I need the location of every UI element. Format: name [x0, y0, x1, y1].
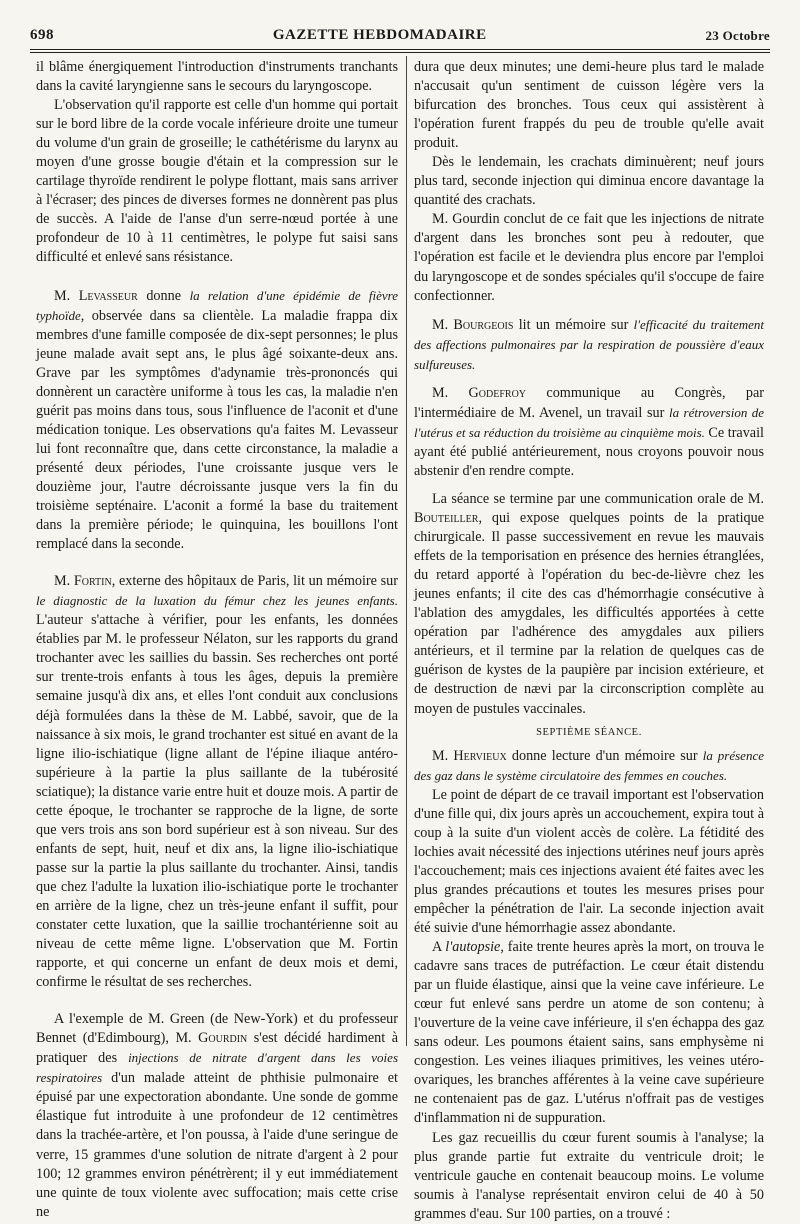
text-span: lit un mémoire sur: [513, 316, 634, 333]
paper-title: la relation d'une épidémie de fièvre typhoïde: [36, 287, 398, 323]
paragraph-bourgeois: [414, 315, 764, 375]
paper-title: la présence des gaz dans le système circulatoire des femmes en couches.: [414, 747, 764, 783]
column-divider: [406, 56, 407, 1046]
paper-title: l'efficacité du traitement des affections pulmonaires par la respiration de poussière d'eaux sulfureuses.: [414, 316, 765, 372]
right-column: [414, 58, 764, 1224]
text-span: s'est décidé hardiment à pratiquer des: [36, 1030, 398, 1067]
paper-title: le diagnostic de la luxation du fémur chez les jeunes enfants.: [36, 593, 398, 609]
text-span: donne: [137, 287, 190, 304]
text-span: , qui expose quelques points de la pratique chirurgicale. Il passe successivement en revue les mauvais effets de la temporisation en présence des hernies étranglées, du retard apporté à l'opération du bec-de-lièvre chez les jeunes enfants; il cite des cas d'hémorrhagie consécutive à l'ablation des amygdales, les difficultés apportées à cette opération par l'adhérence des amygdales aux piliers antérieurs, et il termine par la relation de quelques cas de guérison de kystes de la paupière par incision extérieure, et de destruction de nævi par la circonscription complète au moyen de pustules vaccinales.: [414, 510, 764, 717]
paragraph-bouteiller: [414, 490, 764, 719]
section-heading: SEPTIÈME SÉANCE.: [536, 726, 642, 738]
paragraph-fortin: [36, 572, 398, 992]
paragraph: L'observation qu'il rapporte est celle d'un homme qui portait sur le bord libre de la corde vocale inférieure droite une tumeur du volume d'un grain de groseille; le cathétérisme du larynx au moyen d'une grosse bougie d'étain et la compression sur le cartilage thyroïde rendirent le polype flottant, mais sans arriver à l'écraser; des pinces de diverses formes ne donnèrent pas plus de succès. A l'aide de l'anse d'un serre-nœud portée à une profondeur de 10 à 11 centimètres, le polype fut saisi sans difficulté et enlevé sans résistance.: [36, 97, 398, 266]
paragraph: dura que deux minutes; une demi-heure plus tard le malade n'accusait qu'un sentiment de cuisson légère vers la bifurcation des bronches. Tous ceux qui assistèrent à l'opération furent frappés du peu de trouble qu'elle avait produit.: [414, 59, 764, 152]
page-header: [30, 22, 770, 44]
text-span: A: [432, 939, 446, 956]
author-name: Gourdin: [198, 1030, 248, 1047]
paragraph: il blâme énergiquement l'introduction d'instruments tranchants dans la cavité laryngienne sans le secours du laryngoscope.: [36, 59, 398, 95]
page-number: 698: [30, 27, 54, 43]
paragraph: Les gaz recueillis du cœur furent soumis à l'analyse; la plus grande partie fut extraite du ventricule droit; le ventricule gauche en contenait beaucoup moins. Le volume soumis à l'analyse représentait environ celui de 40 à 50 grammes d'eau. Sur 100 parties, on a trouvé :: [414, 1129, 764, 1222]
paragraph-godefroy: [414, 384, 764, 481]
left-column: [36, 58, 398, 1222]
header-rule: [30, 49, 770, 53]
text-span: d'un malade atteint de phthisie pulmonaire et épuisé par une expectoration abondante. Une sonde de gomme élastique fut introduite à une profondeur de 12 centimètres dans la trachée-artère, et l'on poussa, à l'aide d'une seringue de verre, 15 grammes d'une solution de nitrate d'argent à 2 pour 100; 12 grammes environ pénétrèrent; il y eut immédiatement une quinte de toux violente avec suffocation; mais cette crise ne: [36, 1070, 398, 1220]
text-span: A l'exemple de M. Green (de New-York) et du professeur Bennet (d'Edimbourg), M.: [36, 1011, 398, 1047]
paragraph-autopsie: [414, 938, 764, 1128]
paragraph: Le point de départ de ce travail important est l'observation d'une fille qui, dix jours après un accouchement, expira tout à coup à la suite d'un violent accès de colère. La fétidité des lochies avait nécessité des injections utérines neuf jours après l'accouchement; mais ces injections avaient été faites avec les plus grandes précautions et toutes les mesures prises pour empêcher la pénétration de l'air. La seconde injection avait été suivie d'une hémorrhagie assez abondante.: [414, 786, 764, 937]
paragraph-gourdin: [36, 1010, 398, 1222]
paragraph: Dès le lendemain, les crachats diminuèrent; neuf jours plus tard, seconde injection qui diminua encore davantage la quantité des crachats.: [414, 154, 764, 209]
author-name: M. Hervieux: [432, 747, 507, 764]
paper-title: la rétroversion de l'utérus et sa réduction du troisième au cinquième mois.: [414, 404, 765, 440]
paragraph-levasseur: [36, 286, 398, 555]
text-span: , faite trente heures après la mort, on trouva le cadavre sans traces de putréfaction. Le cœur était distendu par un fluide élastique, ainsi que la veine cave inférieure. Le cœur fut enlevé sans perdre un atome de son contenu; à l'ouverture de la veine cave inférieure, il s'en échappa des gaz sans odeur. Les poumons étaient sains, sans emphysème ni congestion. Les veines iliaques primitives, les veines utéro-ovariques, les branches afférentes à la veine cave supérieure ne contenaient pas de gaz. L'utérus n'offrait pas de vestiges d'inflammation ni de suppuration.: [414, 939, 765, 1127]
author-name: M. Bourgeois: [432, 316, 514, 333]
paragraph: M. Gourdin conclut de ce fait que les injections de nitrate d'argent dans les bronches sont peu à redouter, que l'opération est facile et le deviendra plus encore par l'emploi du laryngoscope et de sondes spéciales qu'il s'occupe de faire confectionner.: [414, 211, 764, 304]
paper-title: injections de nitrate d'argent dans les voies respiratoires: [36, 1050, 399, 1086]
author-name: M. Fortin: [54, 573, 112, 590]
emphasis: l'autopsie: [445, 939, 501, 956]
author-name: M. Godefroy: [432, 384, 527, 401]
paragraph-hervieux: [414, 746, 764, 786]
issue-date: 23 Octobre: [705, 28, 770, 43]
text-span: donne lecture d'un mémoire sur: [506, 747, 703, 764]
publication-title: GAZETTE HEBDOMADAIRE: [272, 27, 487, 43]
text-span: Ce travail ayant été publié antérieurement, nous croyons pouvoir nous abstenir d'en rendre compte.: [414, 424, 764, 479]
author-name: Bouteiller: [414, 510, 479, 527]
text-span: L'auteur s'attache à vérifier, pour les enfants, les données établies par M. le professeur Nélaton, sur les rapports du grand trochanter avec les saillies du bassin. Ses recherches ont porté sur trente-trois enfants à tous les âges, depuis la première semaine jusqu'à dix ans, et elles l'ont conduit aux conclusions déjà formulées dans la thèse de M. Labbé, savoir, que de la naissance à six mois, le grand trochanter est situé en avant de la ligne ilio-ischiatique (ligne allant de l'épine iliaque antéro-supérieure à la partie la plus saillante de la tubérosité sciatique); la distance varie entre huit et douze mois. A partir de cette époque, le trochanter se rapproche de la ligne, de sorte que vers trois ans son bord supérieur est à son niveau. Sur des enfants de sept, huit, neuf et dix ans, la ligne ilio-ischiatique passe sur la partie la plus saillante du trochanter. Ainsi, tandis que chez l'adulte la luxation ilio-ischiatique porte le trochanter en arrière de la ligne, chez un très-jeune enfant il suffit, pour constater cette luxation, que la saillie trochantérienne soit au niveau de cette même ligne. L'observation que M. Fortin rapporte, et qui concerne un enfant de deux mois et demi, confirme le résultat de ses recherches.: [36, 612, 398, 991]
text-span: , observée dans sa clientèle. La maladie frappa dix membres d'une famille composée de dix-sept personnes; le plus jeune malade avait sept ans, le plus âgé soixante-deux ans. Grave par les symptômes d'adynamie très-prononcés qui donnèrent un caractère uniforme à tous les cas, la maladie n'en guérit pas moins dans tous, sous l'influence de l'aconit et d'une médication tonique. Les observations qu'a faites M. Levasseur lui font reconnaître que, dans cette circonstance, la maladie a présenté deux périodes, l'une croissante jusque vers le douzième jour, l'autre décroissante jusque vers la fin du troisième septénaire. L'aconit a formé la base du traitement dans la première période; le quinquina, les bouillons l'ont remplacé dans la seconde.: [36, 307, 398, 553]
text-span: , externe des hôpitaux de Paris, lit un mémoire sur: [111, 573, 398, 590]
text-span: communique au Congrès, par l'intermédiaire de M. Avenel, un travail sur: [414, 384, 764, 421]
text-span: La séance se termine par une communication orale de M.: [432, 490, 764, 507]
author-name: M. Levasseur: [54, 287, 138, 304]
